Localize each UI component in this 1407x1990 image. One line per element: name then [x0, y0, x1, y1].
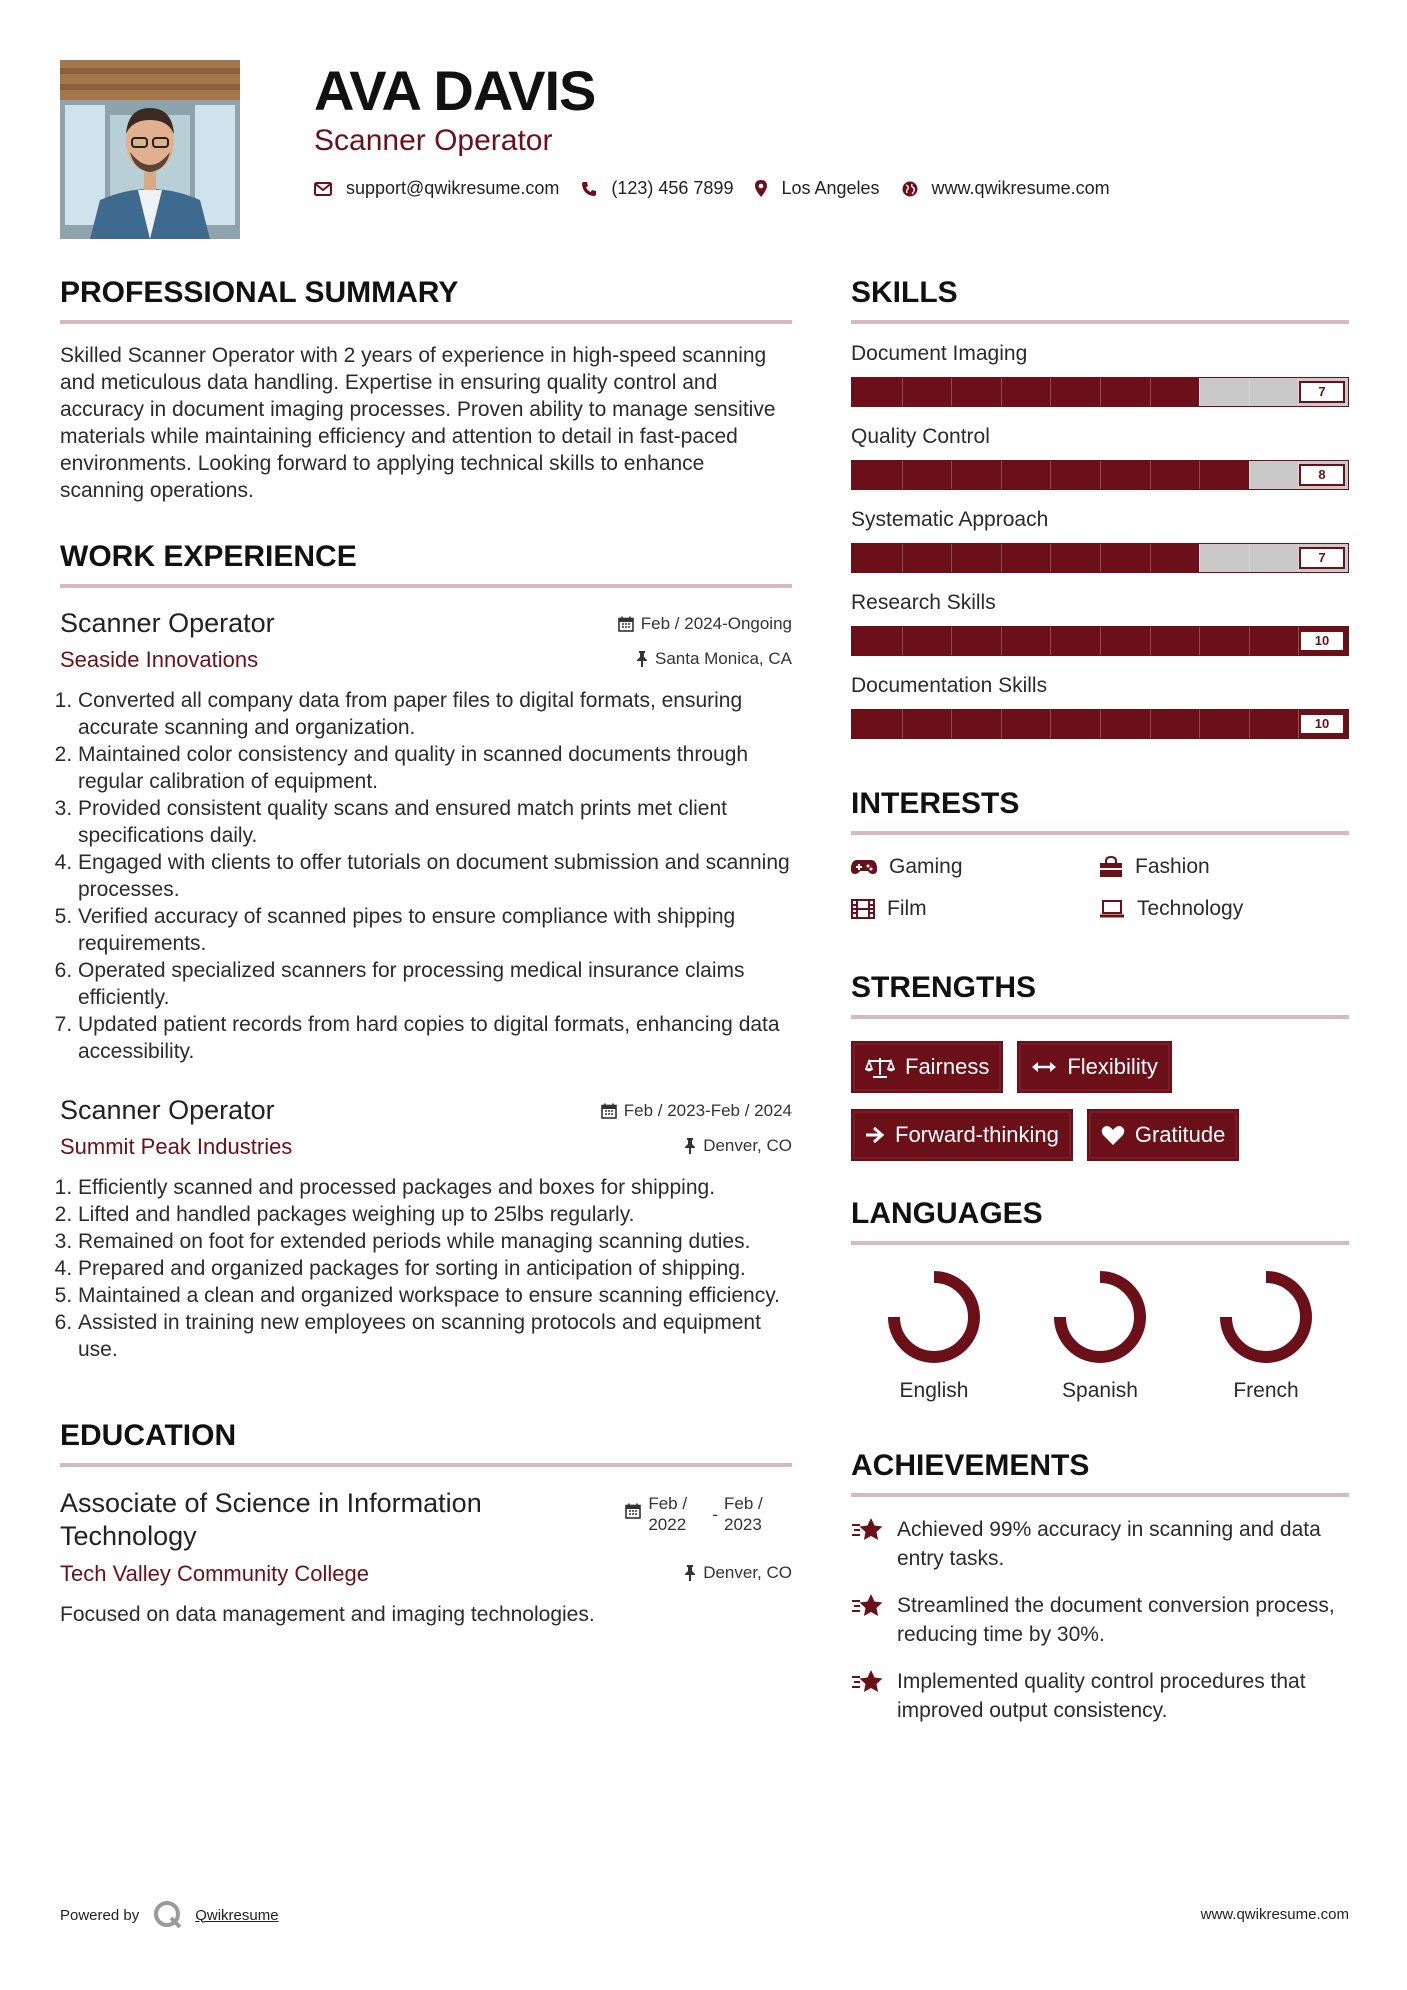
achievement-item	[851, 1667, 1349, 1725]
contact-location	[755, 178, 879, 199]
skill-item	[851, 425, 1349, 490]
education-date-separator: -	[712, 1505, 718, 1524]
profile-photo	[60, 60, 240, 239]
skill-bar-segment	[1199, 378, 1200, 406]
skill-bar-segment	[1100, 710, 1101, 738]
skill-bar-segment	[1050, 544, 1051, 572]
skill-level-badge: 8	[1299, 464, 1345, 486]
list-item: 6. Assisted in training new employees on scanning protocols and equipment use.	[78, 1309, 792, 1363]
job-date-text: Feb / 2023-Feb / 2024	[623, 1101, 792, 1120]
qwikresume-logo-icon	[153, 1900, 183, 1930]
achievement-item	[851, 1515, 1349, 1573]
language-proficiency-ring	[1218, 1269, 1314, 1365]
skill-bar-segment	[1199, 461, 1200, 489]
skill-bar-segment	[1199, 544, 1200, 572]
skill-bar-segment	[902, 544, 903, 572]
list-item: 5. Maintained a clean and organized workspace to ensure scanning efficiency.	[78, 1282, 792, 1309]
interest-item	[851, 897, 1099, 921]
job-title: Scanner Operator	[60, 1095, 275, 1125]
skill-bar-segment	[1001, 627, 1002, 655]
contact-email-text: support@qwikresume.com	[346, 178, 560, 198]
skill-bar-segment	[1100, 378, 1101, 406]
interest-label: Fashion	[1135, 855, 1210, 878]
skill-bar-segment	[1001, 710, 1002, 738]
skills-heading: SKILLS	[851, 276, 1349, 324]
list-item: 1. Converted all company data from paper files to digital formats, ensuring accurate scanning and organization.	[78, 687, 792, 741]
interest-label: Technology	[1137, 897, 1244, 920]
skill-bar-segment	[1050, 710, 1051, 738]
skill-bar-segment	[1199, 710, 1200, 738]
skill-bar	[851, 543, 1349, 573]
star-icon	[851, 1669, 885, 1695]
experience-heading: WORK EXPERIENCE	[60, 540, 792, 588]
job-location	[636, 649, 792, 669]
job-company: Summit Peak Industries	[60, 1134, 293, 1159]
school-name: Tech Valley Community College	[60, 1561, 369, 1586]
skill-bar-segment	[902, 461, 903, 489]
skill-bar-segment	[1050, 378, 1051, 406]
contact-website-text: www.qwikresume.com	[931, 178, 1110, 198]
language-proficiency-ring	[1052, 1269, 1148, 1365]
contact-website[interactable]	[902, 178, 1110, 199]
skill-item	[851, 591, 1349, 656]
skill-bar-segment	[1150, 378, 1151, 406]
skill-bar-segment	[1199, 627, 1200, 655]
education-location	[684, 1563, 792, 1583]
achievements-heading: ACHIEVEMENTS	[851, 1449, 1349, 1497]
job-entry	[60, 1095, 792, 1363]
contact-phone[interactable]	[581, 178, 733, 199]
strength-label: Gratitude	[1134, 1122, 1226, 1147]
list-item: 4. Prepared and organized packages for sorting in anticipation of shipping.	[78, 1255, 792, 1282]
heart-icon	[1101, 1125, 1125, 1146]
degree-title: Associate of Science in Information Technology	[60, 1488, 482, 1551]
film-icon	[851, 899, 875, 919]
skill-bar	[851, 460, 1349, 490]
skill-bar-segment	[1249, 378, 1250, 406]
strength-badge	[851, 1041, 1003, 1093]
skill-name: Document Imaging	[851, 342, 1028, 365]
job-date-text: Feb / 2024-Ongoing	[640, 614, 792, 633]
skill-bar-segment	[951, 378, 952, 406]
job-duties-list	[60, 687, 792, 1065]
star-icon	[851, 1593, 885, 1619]
list-item: 3. Remained on foot for extended periods while managing scanning duties.	[78, 1228, 792, 1255]
skill-name: Quality Control	[851, 425, 990, 448]
pushpin-icon	[684, 1565, 696, 1581]
skill-bar-segment	[1150, 544, 1151, 572]
footer-brand-link[interactable]: Qwikresume	[195, 1906, 279, 1924]
list-item: 5. Verified accuracy of scanned pipes to ensure compliance with shipping requirements.	[78, 903, 792, 957]
skill-bar-fill	[852, 544, 1199, 572]
phone-icon	[581, 181, 597, 197]
achievement-text: Achieved 99% accuracy in scanning and data entry tasks.	[897, 1518, 1321, 1570]
skill-bar-segment	[1150, 710, 1151, 738]
interest-item	[1099, 897, 1347, 921]
skill-item	[851, 342, 1349, 407]
star-icon	[851, 1517, 885, 1543]
education-location-text: Denver, CO	[703, 1563, 792, 1582]
interests-list	[851, 855, 1349, 921]
language-proficiency-ring	[886, 1269, 982, 1365]
candidate-name: AVA DAVIS	[314, 59, 596, 122]
language-item	[851, 1269, 1017, 1403]
strength-badge	[1087, 1109, 1240, 1161]
skill-bar-segment	[1150, 461, 1151, 489]
education-date	[625, 1493, 792, 1535]
left-column	[60, 276, 792, 1628]
summary-text: Skilled Scanner Operator with 2 years of experience in high-speed scanning and meticulous data handling. Expertise in ensuring quality control and accuracy in document imaging processes. Proven ability to manage sensitive materials while maintaining efficiency and attention to detail in fast-paced environments. Looking forward to applying technical skills to enhance scanning operations.	[60, 344, 776, 502]
calendar-icon	[601, 1103, 617, 1119]
contact-bar	[314, 178, 1132, 199]
list-item: 2. Maintained color consistency and quality in scanned documents through regular calibration of equipment.	[78, 741, 792, 795]
skill-bar-segment	[902, 710, 903, 738]
language-proficiency-arc	[1226, 1277, 1306, 1357]
languages-list	[851, 1269, 1349, 1403]
language-label: Spanish	[1062, 1379, 1138, 1402]
education-date-end: Feb / 2023	[724, 1494, 763, 1534]
education-heading: EDUCATION	[60, 1419, 792, 1467]
bag-icon	[1099, 856, 1123, 878]
job-location-text: Santa Monica, CA	[654, 649, 792, 668]
education-description: Focused on data management and imaging technologies.	[60, 1603, 595, 1626]
globe-icon	[902, 181, 918, 197]
skill-bar-segment	[1100, 544, 1101, 572]
skill-bar-segment	[1001, 378, 1002, 406]
strength-label: Flexibility	[1067, 1054, 1158, 1079]
skill-bar-segment	[1001, 544, 1002, 572]
envelope-icon	[314, 182, 332, 196]
skill-bar-segment	[1100, 627, 1101, 655]
skill-name: Research Skills	[851, 591, 996, 614]
job-duties-list	[60, 1174, 792, 1363]
contact-phone-text: (123) 456 7899	[611, 178, 734, 198]
language-proficiency-arc	[1060, 1277, 1140, 1357]
scale-icon	[865, 1056, 895, 1078]
languages-heading: LANGUAGES	[851, 1197, 1349, 1245]
skill-bar-segment	[902, 378, 903, 406]
achievement-text: Streamlined the document conversion process, reducing time by 30%.	[897, 1594, 1335, 1646]
arrows-horizontal-icon	[1031, 1060, 1057, 1074]
powered-by-text: Powered by	[60, 1906, 140, 1924]
job-entry	[60, 608, 792, 1065]
skill-bar-segment	[1249, 627, 1250, 655]
skill-bar-segment	[1249, 544, 1250, 572]
skills-list	[851, 342, 1349, 739]
skill-bar-segment	[1249, 461, 1250, 489]
calendar-icon	[625, 1503, 641, 1519]
skill-level-badge: 10	[1299, 630, 1345, 652]
job-location	[684, 1136, 792, 1156]
language-label: French	[1233, 1379, 1299, 1402]
contact-email[interactable]	[314, 178, 559, 199]
skill-item	[851, 674, 1349, 739]
list-item: 4. Engaged with clients to offer tutorials on document submission and scanning processes.	[78, 849, 792, 903]
arrow-right-icon	[865, 1125, 885, 1145]
skill-name: Documentation Skills	[851, 674, 1048, 697]
language-item	[1183, 1269, 1349, 1403]
education-entry	[60, 1487, 792, 1628]
skill-bar-segment	[951, 461, 952, 489]
skill-bar-segment	[951, 544, 952, 572]
skill-bar-segment	[902, 627, 903, 655]
skill-bar-segment	[951, 710, 952, 738]
strength-label: Forward-thinking	[895, 1122, 1059, 1147]
skill-bar-segment	[1001, 461, 1002, 489]
footer-website-link[interactable]: www.qwikresume.com	[1200, 1906, 1349, 1923]
interest-item	[1099, 855, 1347, 879]
job-date	[618, 614, 792, 634]
language-item	[1017, 1269, 1183, 1403]
strengths-list	[851, 1041, 1349, 1161]
list-item: 1. Efficiently scanned and processed packages and boxes for shipping.	[78, 1174, 792, 1201]
pushpin-icon	[636, 651, 648, 667]
list-item: 2. Lifted and handled packages weighing up to 25lbs regularly.	[78, 1201, 792, 1228]
job-date	[601, 1101, 792, 1121]
skill-bar-segment	[1150, 627, 1151, 655]
pushpin-icon	[684, 1138, 696, 1154]
achievement-item	[851, 1591, 1349, 1649]
strength-badge	[851, 1109, 1073, 1161]
skill-bar	[851, 377, 1349, 407]
education-date-start: Feb / 2022	[648, 1494, 688, 1534]
skill-bar-segment	[1050, 627, 1051, 655]
skill-bar-fill	[852, 378, 1199, 406]
calendar-icon	[618, 616, 634, 632]
interest-label: Gaming	[889, 855, 963, 878]
skill-level-badge: 7	[1299, 547, 1345, 569]
gamepad-icon	[851, 859, 877, 875]
interest-item	[851, 855, 1099, 879]
skill-item	[851, 508, 1349, 573]
strength-badge	[1017, 1041, 1171, 1093]
skill-level-badge: 10	[1299, 713, 1345, 735]
right-column	[851, 276, 1349, 1725]
skill-bar-segment	[951, 627, 952, 655]
language-proficiency-arc	[894, 1277, 974, 1357]
skill-bar-segment	[1050, 461, 1051, 489]
skill-bar	[851, 626, 1349, 656]
job-company: Seaside Innovations	[60, 647, 259, 672]
contact-location-text: Los Angeles	[781, 178, 880, 198]
interests-heading: INTERESTS	[851, 787, 1349, 835]
skill-name: Systematic Approach	[851, 508, 1049, 531]
job-location-text: Denver, CO	[703, 1136, 792, 1155]
list-item: 6. Operated specialized scanners for processing medical insurance claims efficiently.	[78, 957, 792, 1011]
achievements-list	[851, 1515, 1349, 1725]
strengths-heading: STRENGTHS	[851, 971, 1349, 1019]
laptop-icon	[1099, 900, 1125, 918]
job-title: Scanner Operator	[60, 608, 275, 638]
list-item: 3. Provided consistent quality scans and ensured match prints met client specifications daily.	[78, 795, 792, 849]
skill-bar-segment	[1249, 710, 1250, 738]
map-pin-icon	[755, 180, 767, 197]
skill-level-badge: 7	[1299, 381, 1345, 403]
achievement-text: Implemented quality control procedures that improved output consistency.	[897, 1670, 1306, 1722]
interest-label: Film	[887, 897, 927, 920]
language-label: English	[899, 1379, 969, 1402]
skill-bar	[851, 709, 1349, 739]
candidate-title: Scanner Operator	[314, 124, 553, 157]
summary-heading: PROFESSIONAL SUMMARY	[60, 276, 792, 324]
skill-bar-segment	[1100, 461, 1101, 489]
strength-label: Fairness	[905, 1054, 990, 1079]
footer-powered-by	[60, 1900, 279, 1930]
list-item: 7. Updated patient records from hard copies to digital formats, enhancing data accessibility.	[78, 1011, 792, 1065]
